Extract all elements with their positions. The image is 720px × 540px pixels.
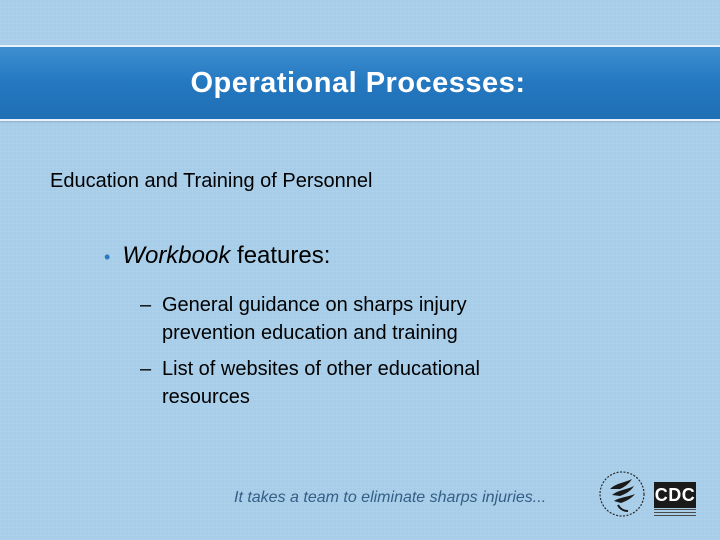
slide-subtitle: Education and Training of Personnel xyxy=(50,170,373,192)
cdc-logo xyxy=(654,482,696,518)
sub-item-text: General guidance on sharps injury prevention education and training xyxy=(162,294,467,344)
sub-list-item xyxy=(140,291,562,347)
sub-list xyxy=(140,291,562,419)
bullet-text xyxy=(122,242,330,270)
bullet-rest: features: xyxy=(230,242,331,269)
sub-list-item xyxy=(140,355,562,411)
footer-tagline: It takes a team to eliminate sharps injuries... xyxy=(234,489,547,506)
slide-title: Operational Processes: xyxy=(190,66,526,99)
cdc-logo-text: CDC xyxy=(654,482,696,508)
hhs-eagle-icon xyxy=(598,469,646,519)
cdc-logo-lines xyxy=(654,509,696,518)
bullet-item xyxy=(104,242,330,270)
title-band xyxy=(0,45,720,121)
dash-marker: – xyxy=(140,358,152,380)
dash-marker: – xyxy=(140,294,152,316)
bullet-dot: • xyxy=(104,247,111,267)
bullet-emphasis: Workbook xyxy=(122,242,231,269)
sub-item-text: List of websites of other educational resources xyxy=(162,358,480,408)
